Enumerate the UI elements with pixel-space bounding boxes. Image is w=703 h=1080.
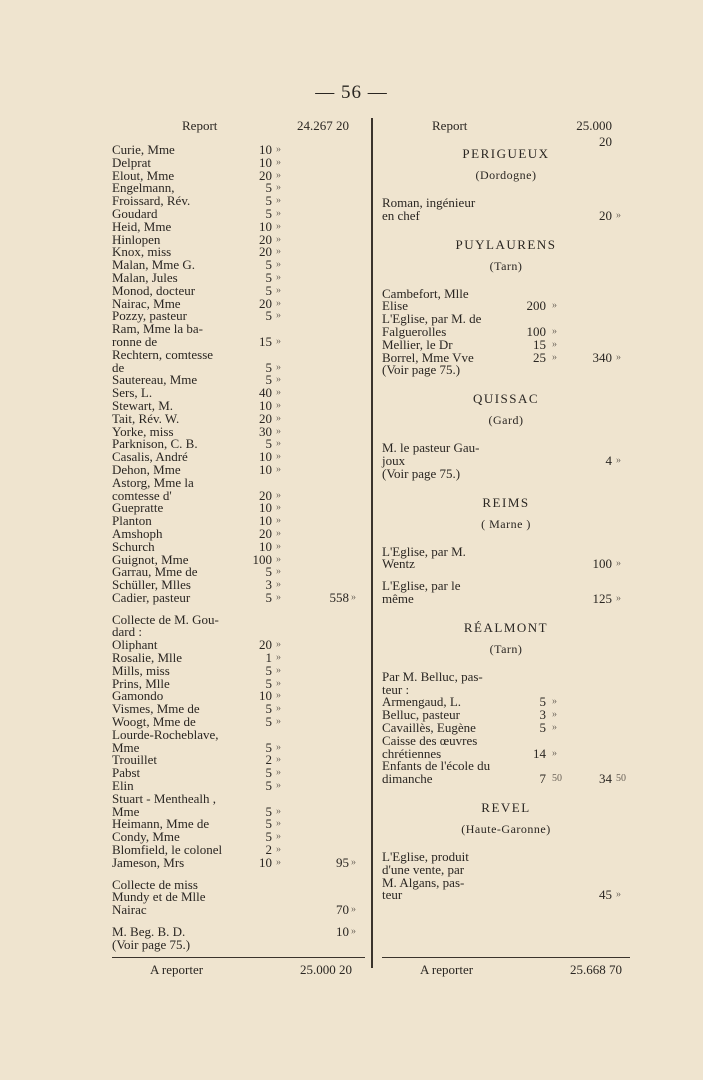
entry-total: 125 — [592, 590, 612, 606]
entry-label: Par M. Belluc, pas- — [382, 668, 483, 684]
right-footer-rule — [382, 957, 630, 958]
entry-cents: » — [552, 338, 557, 350]
entry-label: Collecte de miss — [112, 876, 198, 892]
entry-label: Stuart - Menthealh , — [112, 790, 216, 806]
section-subheading: (Tarn) — [489, 258, 523, 273]
entry-amount: 5 — [265, 257, 272, 273]
entry-label: Dehon, Mme — [112, 461, 181, 477]
entry-cents: » — [276, 284, 281, 296]
entry-amount: 15 — [533, 336, 546, 352]
entry-total-cents: » — [351, 591, 356, 603]
left-entries — [112, 144, 365, 952]
entry-cents: » — [276, 195, 281, 207]
entry-label: Nairac, Mme — [112, 295, 181, 311]
entry-label: chrétiennes — [382, 745, 442, 761]
entry-amount: 10 — [259, 142, 272, 157]
entry-label: Condy, Mme — [112, 829, 180, 845]
entry-cents: » — [276, 169, 281, 181]
entry-label: Hinlopen — [112, 231, 161, 247]
entry-label: teur — [382, 887, 403, 903]
entry-amount: 20 — [259, 295, 272, 311]
entry-amount: 5 — [265, 589, 272, 605]
section-subheading: (Dordogne) — [475, 168, 537, 182]
entry-label: de — [112, 359, 125, 375]
entry-amount: 1 — [265, 650, 272, 666]
entry-label: Sautereau, Mme — [112, 372, 198, 388]
entry-label: Stewart, M. — [112, 397, 174, 413]
entry-amount: 10 — [259, 513, 272, 529]
entry-label: Cavaillès, Eugène — [382, 719, 476, 735]
entry-label: Woogt, Mme de — [112, 714, 196, 730]
entry-label: L'Eglise, produit — [382, 848, 469, 864]
entry-amount: 100 — [252, 551, 272, 567]
entry-cents: » — [276, 515, 281, 527]
entry-label: Mundy et de Mlle — [112, 889, 206, 905]
entry-total: 70 — [336, 902, 349, 918]
ledger-row — [112, 904, 365, 917]
entry-total: 95 — [336, 854, 349, 870]
entry-cents: » — [276, 566, 281, 578]
entry-amount: 10 — [259, 218, 272, 234]
entry-label: Planton — [112, 513, 152, 529]
entry-amount: 200 — [526, 298, 546, 314]
entry-label: Blomfield, le colonel — [112, 842, 223, 858]
ledger-row — [112, 854, 365, 870]
entry-cents: » — [276, 220, 281, 232]
entry-label: joux — [382, 452, 406, 468]
entry-total-cents: » — [616, 454, 621, 466]
entry-amount: 20 — [259, 410, 272, 426]
entry-cents: » — [276, 677, 281, 689]
entry-cents: » — [276, 144, 281, 155]
entry-label: Engelmann, — [112, 180, 175, 196]
ledger-row — [382, 364, 630, 377]
entry-label: dimanche — [382, 771, 433, 787]
entry-amount: 5 — [539, 694, 546, 710]
entry-cents: » — [276, 591, 281, 603]
entry-cents: » — [276, 856, 281, 868]
left-footer-total: 25.000 20 — [300, 962, 352, 977]
entry-total-cents: 50 — [616, 773, 626, 785]
ledger-row — [112, 589, 365, 605]
entry-amount: 5 — [265, 205, 272, 221]
entry-cents: » — [552, 300, 557, 312]
entry-cents: » — [276, 387, 281, 399]
entry-label: Elout, Mme — [112, 167, 175, 183]
entry-label: Elin — [112, 778, 134, 794]
ledger-row — [112, 891, 365, 904]
entry-label: L'Eglise, par M. de — [382, 311, 482, 327]
entry-cents: » — [276, 489, 281, 501]
entry-label: Parknison, C. B. — [112, 436, 198, 452]
entry-amount: 30 — [259, 423, 272, 439]
ledger-row — [112, 346, 365, 362]
section-heading: RÉALMONT — [463, 619, 549, 635]
ledger-row — [382, 558, 630, 571]
entry-label: Yorke, miss — [112, 423, 174, 439]
report-total: 24.267 20 — [297, 118, 349, 133]
entry-label: Heimann, Mme de — [112, 816, 210, 832]
section-heading: QUISSAC — [472, 391, 540, 407]
entry-cents: » — [552, 709, 557, 721]
right-footer-label: A reporter — [420, 962, 474, 977]
entry-cents: » — [552, 351, 557, 363]
report-label: Report — [182, 118, 218, 133]
entry-amount: 3 — [539, 707, 546, 723]
entry-label: Enfants de l'école du — [382, 758, 491, 774]
entry-label: Schüller, Mlles — [112, 577, 191, 593]
entry-label: Amshoph — [112, 525, 163, 541]
entry-label: L'Eglise, par M. — [382, 543, 466, 559]
entry-amount: 5 — [265, 701, 272, 717]
ledger-row — [382, 285, 630, 301]
entry-label: Mills, miss — [112, 662, 170, 678]
entry-label: M. Beg. B. D. — [112, 924, 186, 940]
entry-label: Borrel, Mme Vve — [382, 349, 474, 365]
entry-label: Mme — [112, 803, 140, 819]
entry-label: Schurch — [112, 538, 155, 554]
entry-label: Casalis, André — [112, 449, 188, 465]
entry-total: 45 — [599, 887, 612, 903]
ledger-row — [382, 590, 630, 606]
entry-label: Goudard — [112, 205, 158, 221]
entry-cents: » — [552, 721, 557, 733]
entry-cents: » — [276, 767, 281, 779]
entry-label: Curie, Mme — [112, 142, 175, 157]
entry-label: (Voir page 75.) — [382, 362, 461, 378]
entry-amount: 3 — [265, 577, 272, 593]
entry-label: Vismes, Mme de — [112, 701, 200, 717]
entry-total: 340 — [592, 349, 612, 365]
entry-label: ronne de — [112, 333, 158, 349]
entry-amount: 10 — [259, 854, 272, 870]
entry-label: Oliphant — [112, 637, 158, 653]
entry-amount: 5 — [265, 436, 272, 452]
entry-label: Malan, Jules — [112, 269, 178, 285]
entry-label: Armengaud, L. — [382, 694, 462, 710]
entry-amount: 5 — [265, 564, 272, 580]
section-subheading: (Haute-Garonne) — [461, 821, 551, 836]
entry-cents: » — [276, 310, 281, 322]
entry-amount: 5 — [265, 180, 272, 196]
entry-label: Mme — [112, 739, 140, 755]
entry-label: Belluc, pasteur — [382, 707, 460, 723]
entry-cents: » — [276, 805, 281, 817]
entry-amount: 5 — [265, 372, 272, 388]
entry-label: Delprat — [112, 154, 151, 170]
entry-label: M. Algans, pas- — [382, 874, 465, 890]
entry-label: Ram, Mme la ba- — [112, 321, 203, 337]
section-entries — [382, 197, 630, 223]
entry-total: 558 — [329, 589, 349, 605]
entry-amount: 5 — [265, 308, 272, 324]
entry-amount: 14 — [533, 745, 546, 761]
ledger-row — [382, 668, 630, 684]
entry-label: Falguerolles — [382, 323, 447, 339]
location-section — [382, 800, 630, 902]
entry-cents: » — [552, 747, 557, 759]
entry-label: (Voir page 75.) — [112, 936, 191, 952]
right-report-row — [382, 118, 630, 149]
entry-amount: 100 — [526, 323, 546, 339]
entry-cents: » — [276, 527, 281, 539]
entry-amount: 5 — [265, 829, 272, 845]
entry-label: Elise — [382, 298, 408, 314]
entry-cents: » — [276, 818, 281, 830]
entry-label: Gamondo — [112, 688, 164, 704]
entry-cents: » — [276, 553, 281, 565]
entry-label: Guignot, Mme — [112, 551, 189, 567]
entry-label: L'Eglise, par le — [382, 578, 461, 594]
section-entries — [382, 285, 630, 378]
entry-cents: » — [276, 233, 281, 245]
column-divider — [371, 118, 373, 968]
entry-amount: 10 — [259, 449, 272, 465]
entry-label: Tait, Rév. W. — [112, 410, 180, 426]
entry-cents: » — [276, 463, 281, 475]
ledger-row — [382, 442, 630, 455]
entry-total-cents: » — [616, 209, 621, 221]
entry-label: Heid, Mme — [112, 218, 172, 234]
entry-cents: » — [276, 831, 281, 843]
entry-label: d'une vente, par — [382, 861, 465, 877]
entry-label: Knox, miss — [112, 244, 172, 260]
entry-label: Guepratte — [112, 500, 164, 516]
entry-label: Cadier, pasteur — [112, 589, 191, 605]
entry-cents: 50 — [552, 773, 562, 785]
ledger-row — [112, 767, 365, 780]
ledger-row — [382, 207, 630, 223]
entry-amount: 5 — [265, 803, 272, 819]
entry-amount: 20 — [259, 525, 272, 541]
ledger-row — [112, 754, 365, 767]
section-subheading: ( Marne ) — [481, 516, 531, 531]
entry-cents: » — [276, 425, 281, 437]
entry-label: Pabst — [112, 765, 141, 781]
entry-cents: » — [276, 780, 281, 792]
entry-label: Jameson, Mrs — [112, 854, 185, 870]
entry-label: Prins, Mlle — [112, 675, 170, 691]
entry-cents: » — [276, 361, 281, 373]
entry-total-cents: » — [616, 351, 621, 363]
entry-amount: 20 — [259, 637, 272, 653]
location-section — [382, 620, 630, 786]
entry-amount: 10 — [259, 538, 272, 554]
left-footer-rule — [112, 957, 365, 958]
entry-cents: » — [276, 412, 281, 424]
entry-label: Mellier, le Dr — [382, 336, 453, 352]
entry-total-cents: » — [616, 558, 621, 570]
entry-label: Wentz — [382, 556, 415, 572]
entry-total-cents: » — [616, 592, 621, 604]
entry-amount: 10 — [259, 461, 272, 477]
entry-cents: » — [276, 374, 281, 386]
entry-label: Garrau, Mme de — [112, 564, 198, 580]
entry-cents: » — [276, 754, 281, 766]
ledger-row — [382, 773, 630, 786]
entry-amount: 5 — [265, 359, 272, 375]
entry-amount: 10 — [259, 500, 272, 516]
entry-amount: 20 — [259, 167, 272, 183]
entry-cents: » — [276, 844, 281, 856]
entry-cents: » — [276, 690, 281, 702]
entry-amount: 20 — [259, 487, 272, 503]
right-sections — [382, 146, 630, 902]
entry-cents: » — [276, 741, 281, 753]
entry-cents: » — [276, 297, 281, 309]
entry-cents: » — [276, 271, 281, 283]
section-subheading: (Tarn) — [489, 641, 523, 656]
left-footer-label: A reporter — [150, 962, 204, 977]
section-heading: PUYLAURENS — [455, 236, 557, 252]
entry-amount: 5 — [265, 269, 272, 285]
entry-cents: » — [276, 639, 281, 651]
entry-cents: » — [276, 438, 281, 450]
location-section — [382, 495, 630, 606]
report-label: Report — [432, 118, 468, 133]
entry-label: Sers, L. — [112, 385, 153, 401]
entry-amount: 15 — [259, 333, 272, 349]
entry-total: 34 — [599, 771, 612, 787]
section-entries — [382, 668, 630, 787]
entry-cents: » — [552, 696, 557, 708]
entry-cents: » — [276, 664, 281, 676]
entry-cents: » — [276, 540, 281, 552]
entry-cents: » — [276, 399, 281, 411]
entry-cents: » — [276, 579, 281, 591]
entry-amount: 5 — [265, 662, 272, 678]
ledger-row — [112, 936, 365, 952]
location-section — [382, 391, 630, 480]
entry-cents: » — [276, 182, 281, 194]
entry-cents: » — [276, 259, 281, 271]
entry-amount: 10 — [259, 688, 272, 704]
section-heading: REVEL — [481, 799, 531, 815]
entry-amount: 20 — [259, 231, 272, 247]
entry-label: Lourde-Rocheblave, — [112, 726, 219, 742]
entry-label: Malan, Mme G. — [112, 257, 196, 273]
page-number: — 56 — — [315, 82, 388, 103]
entry-cents: » — [276, 652, 281, 664]
entry-amount: 5 — [265, 765, 272, 781]
location-section — [382, 146, 630, 223]
entry-label: Astorg, Mme la — [112, 474, 194, 490]
right-footer-total: 25.668 70 — [570, 962, 622, 977]
ledger-row — [382, 889, 630, 902]
entry-cents: » — [276, 246, 281, 258]
entry-amount: 10 — [259, 154, 272, 170]
entry-cents: » — [276, 156, 281, 168]
entry-amount: 5 — [265, 739, 272, 755]
location-section — [382, 237, 630, 378]
ledger-row — [112, 611, 365, 627]
ledger-row — [112, 790, 365, 806]
entry-amount: 20 — [259, 244, 272, 260]
entry-amount: 2 — [265, 752, 272, 768]
entry-label: même — [382, 590, 414, 606]
entry-label: Rosalie, Mlle — [112, 650, 183, 666]
section-heading: REIMS — [482, 494, 530, 510]
entry-label: Rechtern, comtesse — [112, 346, 214, 362]
entry-label: teur : — [382, 681, 410, 697]
entry-cents: » — [276, 716, 281, 728]
entry-label: Pozzy, pasteur — [112, 308, 187, 324]
section-entries — [382, 442, 630, 480]
entry-amount: 5 — [265, 193, 272, 209]
entry-amount: 5 — [539, 719, 546, 735]
entry-total-cents: » — [351, 856, 356, 868]
report-total: 25.000 20 — [576, 118, 612, 149]
entry-label: Caisse des œuvres — [382, 732, 478, 748]
left-column — [112, 118, 365, 952]
entry-label: (Voir page 75.) — [382, 465, 461, 481]
entry-cents: » — [276, 502, 281, 514]
entry-amount: 5 — [265, 714, 272, 730]
entry-amount: 40 — [259, 385, 272, 401]
entry-label: Monod, docteur — [112, 282, 196, 298]
section-subheading: (Gard) — [488, 413, 524, 428]
ledger-row — [382, 874, 630, 890]
entry-amount: 2 — [265, 842, 272, 858]
entry-label: Roman, ingénieur — [382, 195, 476, 210]
entry-cents: » — [276, 335, 281, 347]
ledger-row — [112, 726, 365, 742]
right-column — [382, 118, 630, 902]
entry-amount: 5 — [265, 778, 272, 794]
entry-label: Nairac — [112, 902, 147, 918]
entry-total-cents: » — [616, 889, 621, 901]
entry-amount: 10 — [259, 397, 272, 413]
entry-label: comtesse d' — [112, 487, 172, 503]
entry-cents: » — [276, 451, 281, 463]
entry-label: Collecte de M. Gou- — [112, 611, 219, 627]
entry-total: 20 — [599, 207, 612, 223]
section-entries — [382, 848, 630, 903]
entry-label: en chef — [382, 207, 420, 223]
entry-label: Froissard, Rév. — [112, 193, 191, 209]
entry-total: 100 — [592, 556, 612, 572]
entry-amount: 5 — [265, 816, 272, 832]
section-heading: PERIGUEUX — [462, 146, 550, 161]
entry-amount: 7 — [539, 771, 546, 787]
entry-label: Cambefort, Mlle — [382, 285, 469, 301]
ledger-row — [382, 465, 630, 481]
section-entries — [382, 543, 630, 606]
entry-amount: 25 — [533, 349, 546, 365]
entry-total-cents: » — [351, 904, 356, 916]
entry-total: 4 — [605, 452, 612, 468]
entry-cents: » — [552, 325, 557, 337]
entry-cents: » — [276, 207, 281, 219]
entry-label: Trouillet — [112, 752, 158, 768]
entry-amount: 5 — [265, 282, 272, 298]
entry-total: 10 — [336, 924, 349, 940]
entry-amount: 5 — [265, 675, 272, 691]
entry-cents: » — [276, 703, 281, 715]
entry-label: dard : — [112, 624, 142, 640]
entry-label: M. le pasteur Gau- — [382, 440, 480, 456]
left-report-row — [112, 118, 365, 132]
entry-total-cents: » — [351, 926, 356, 938]
